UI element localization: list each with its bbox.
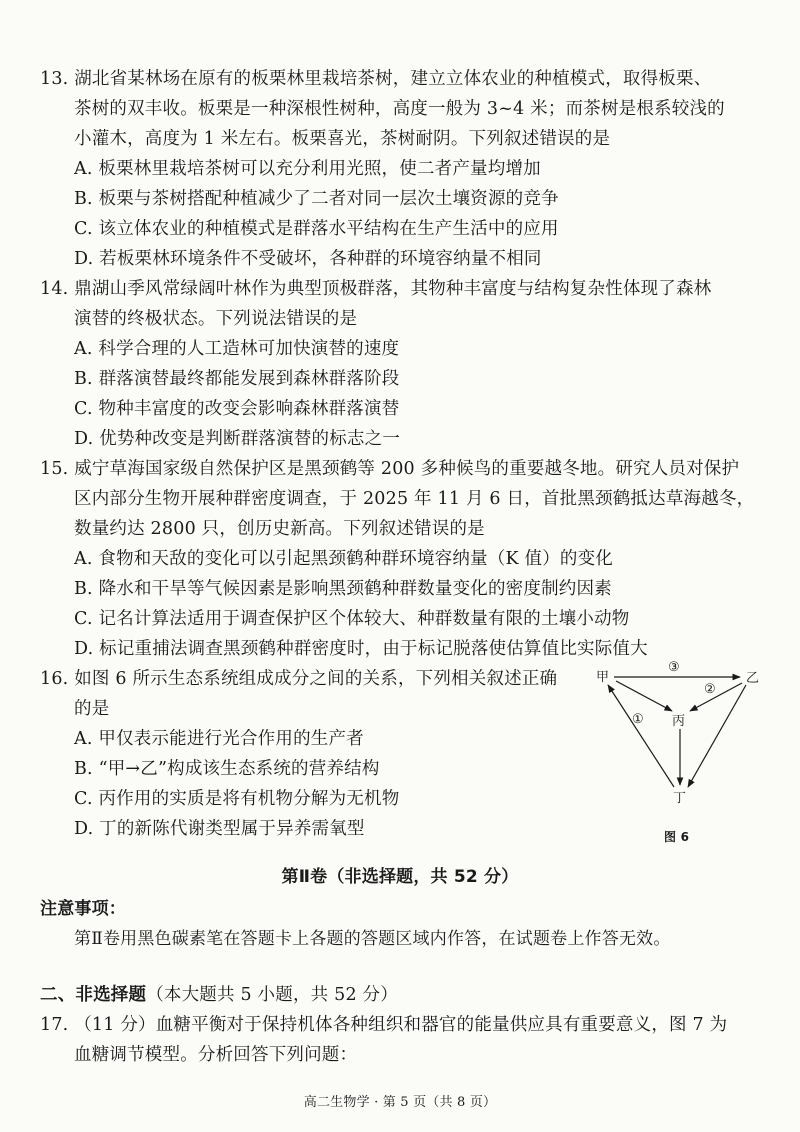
- node-yi: 乙: [746, 671, 760, 686]
- q13-stem-line-3: 小灌木，高度为 1 米左右。板栗喜光，茶树耐阴。下列叙述错误的是: [74, 129, 611, 149]
- node-ding: 丁: [673, 791, 687, 806]
- label-three: ③: [668, 660, 680, 675]
- q15-stem-text-1: 威宁草海国家级自然保护区是黑颈鹤等 200 多种候鸟的重要越冬地。研究人员对保护: [74, 459, 740, 479]
- q16-option-d: D. 丁的新陈代谢类型属于异养需氧型: [74, 819, 365, 839]
- q17-stem-line-1: 17. （11 分）血糖平衡对于保持机体各种组织和器官的能量供应具有重要意义，图 7 为: [40, 1015, 728, 1035]
- q16-stem-line-2: 的是: [74, 699, 110, 719]
- part-2-note: （本大题共 5 小题，共 52 分）: [146, 985, 398, 1005]
- q15-number: 15.: [40, 459, 69, 479]
- notice-title: 注意事项：: [40, 899, 126, 919]
- q13-stem-line-1: [40, 68, 711, 90]
- q16-option-a: A. 甲仅表示能进行光合作用的生产者: [74, 729, 364, 749]
- q13-stem-line-2: 茶树的双丰收。板栗是一种深根性树种，高度一般为 3~4 米；而茶树是根系较浅的: [74, 99, 725, 119]
- q16-stem-text-1: 如图 6 所示生态系统组成成分之间的关系，下列相关叙述正确: [74, 669, 558, 689]
- q17-stem-line-2: 血糖调节模型。分析回答下列问题：: [74, 1045, 358, 1065]
- q13-number: 13.: [40, 69, 69, 89]
- q16-option-b: B. “甲→乙”构成该生态系统的营养结构: [74, 759, 380, 779]
- arrow-yi-to-ding: [688, 685, 746, 787]
- part-2-title: 二、非选择题: [40, 985, 147, 1005]
- notice-text: 第Ⅱ卷用黑色碳素笔在答题卡上各题的答题区域内作答，在试题卷上作答无效。: [74, 929, 671, 949]
- q16-stem-line-1: [40, 668, 557, 690]
- label-two: ②: [704, 682, 716, 697]
- q14-option-d: D. 优势种改变是判断群落演替的标志之一: [74, 429, 401, 449]
- part-2-heading: [40, 984, 398, 1006]
- q14-option-a: A. 科学合理的人工造林可加快演替的速度: [74, 339, 400, 359]
- arrow-jia-to-bing: [616, 681, 672, 711]
- q15-stem-line-1: [40, 458, 739, 480]
- q13-option-d: D. 若板栗林环境条件不受破坏，各种群的环境容纳量不相同: [74, 249, 542, 269]
- arrow-ding-to-jia: [608, 685, 674, 787]
- q14-stem-line-1: [40, 278, 711, 300]
- q15-option-d: D. 标记重捕法调查黑颈鹤种群密度时，由于标记脱落使估算值比实际值大: [74, 639, 648, 659]
- node-jia: 甲: [596, 670, 610, 685]
- q14-stem-text-1: 鼎湖山季风常绿阔叶林作为典型顶极群落，其物种丰富度与结构复杂性体现了森林: [74, 279, 712, 299]
- label-one: ①: [632, 712, 644, 727]
- q15-stem-line-2: 区内部分生物开展种群密度调查，于 2025 年 11 月 6 日，首批黑颈鹤抵达草海越冬，: [74, 489, 755, 509]
- q14-number: 14.: [40, 279, 69, 299]
- figure-6-diagram: [590, 655, 790, 820]
- q13-option-c: C. 该立体农业的种植模式是群落水平结构在生产生活中的应用: [74, 219, 559, 239]
- q15-option-b: B. 降水和干旱等气候因素是影响黑颈鹤种群数量变化的密度制约因素: [74, 579, 612, 599]
- q16-number: 16.: [40, 669, 69, 689]
- q15-option-a: A. 食物和天敌的变化可以引起黑颈鹤种群环境容纳量（K 值）的变化: [74, 549, 613, 569]
- page-footer: 高二生物学 · 第 5 页（共 8 页）: [303, 1095, 497, 1110]
- q13-option-b: B. 板栗与茶树搭配种植减少了二者对同一层次土壤资源的竞争: [74, 189, 559, 209]
- q13-stem-text-1: 湖北省某林场在原有的板栗林里栽培茶树，建立立体农业的种植模式，取得板栗、: [74, 69, 712, 89]
- q16-option-c: C. 丙作用的实质是将有机物分解为无机物: [74, 789, 400, 809]
- q15-stem-line-3: 数量约达 2800 只，创历史新高。下列叙述错误的是: [74, 519, 485, 539]
- figure-6-caption: 图 6: [664, 830, 690, 844]
- q15-option-c: C. 记名计算法适用于调查保护区个体较大、种群数量有限的土壤小动物: [74, 609, 630, 629]
- section-2-title: 第Ⅱ卷（非选择题，共 52 分）: [281, 867, 519, 887]
- q14-stem-line-2: 演替的终极状态。下列说法错误的是: [74, 309, 358, 329]
- q13-option-a: A. 板栗林里栽培茶树可以充分利用光照，使二者产量均增加: [74, 159, 541, 179]
- q14-option-c: C. 物种丰富度的改变会影响森林群落演替: [74, 399, 400, 419]
- q14-option-b: B. 群落演替最终都能发展到森林群落阶段: [74, 369, 400, 389]
- node-bing: 丙: [672, 714, 686, 729]
